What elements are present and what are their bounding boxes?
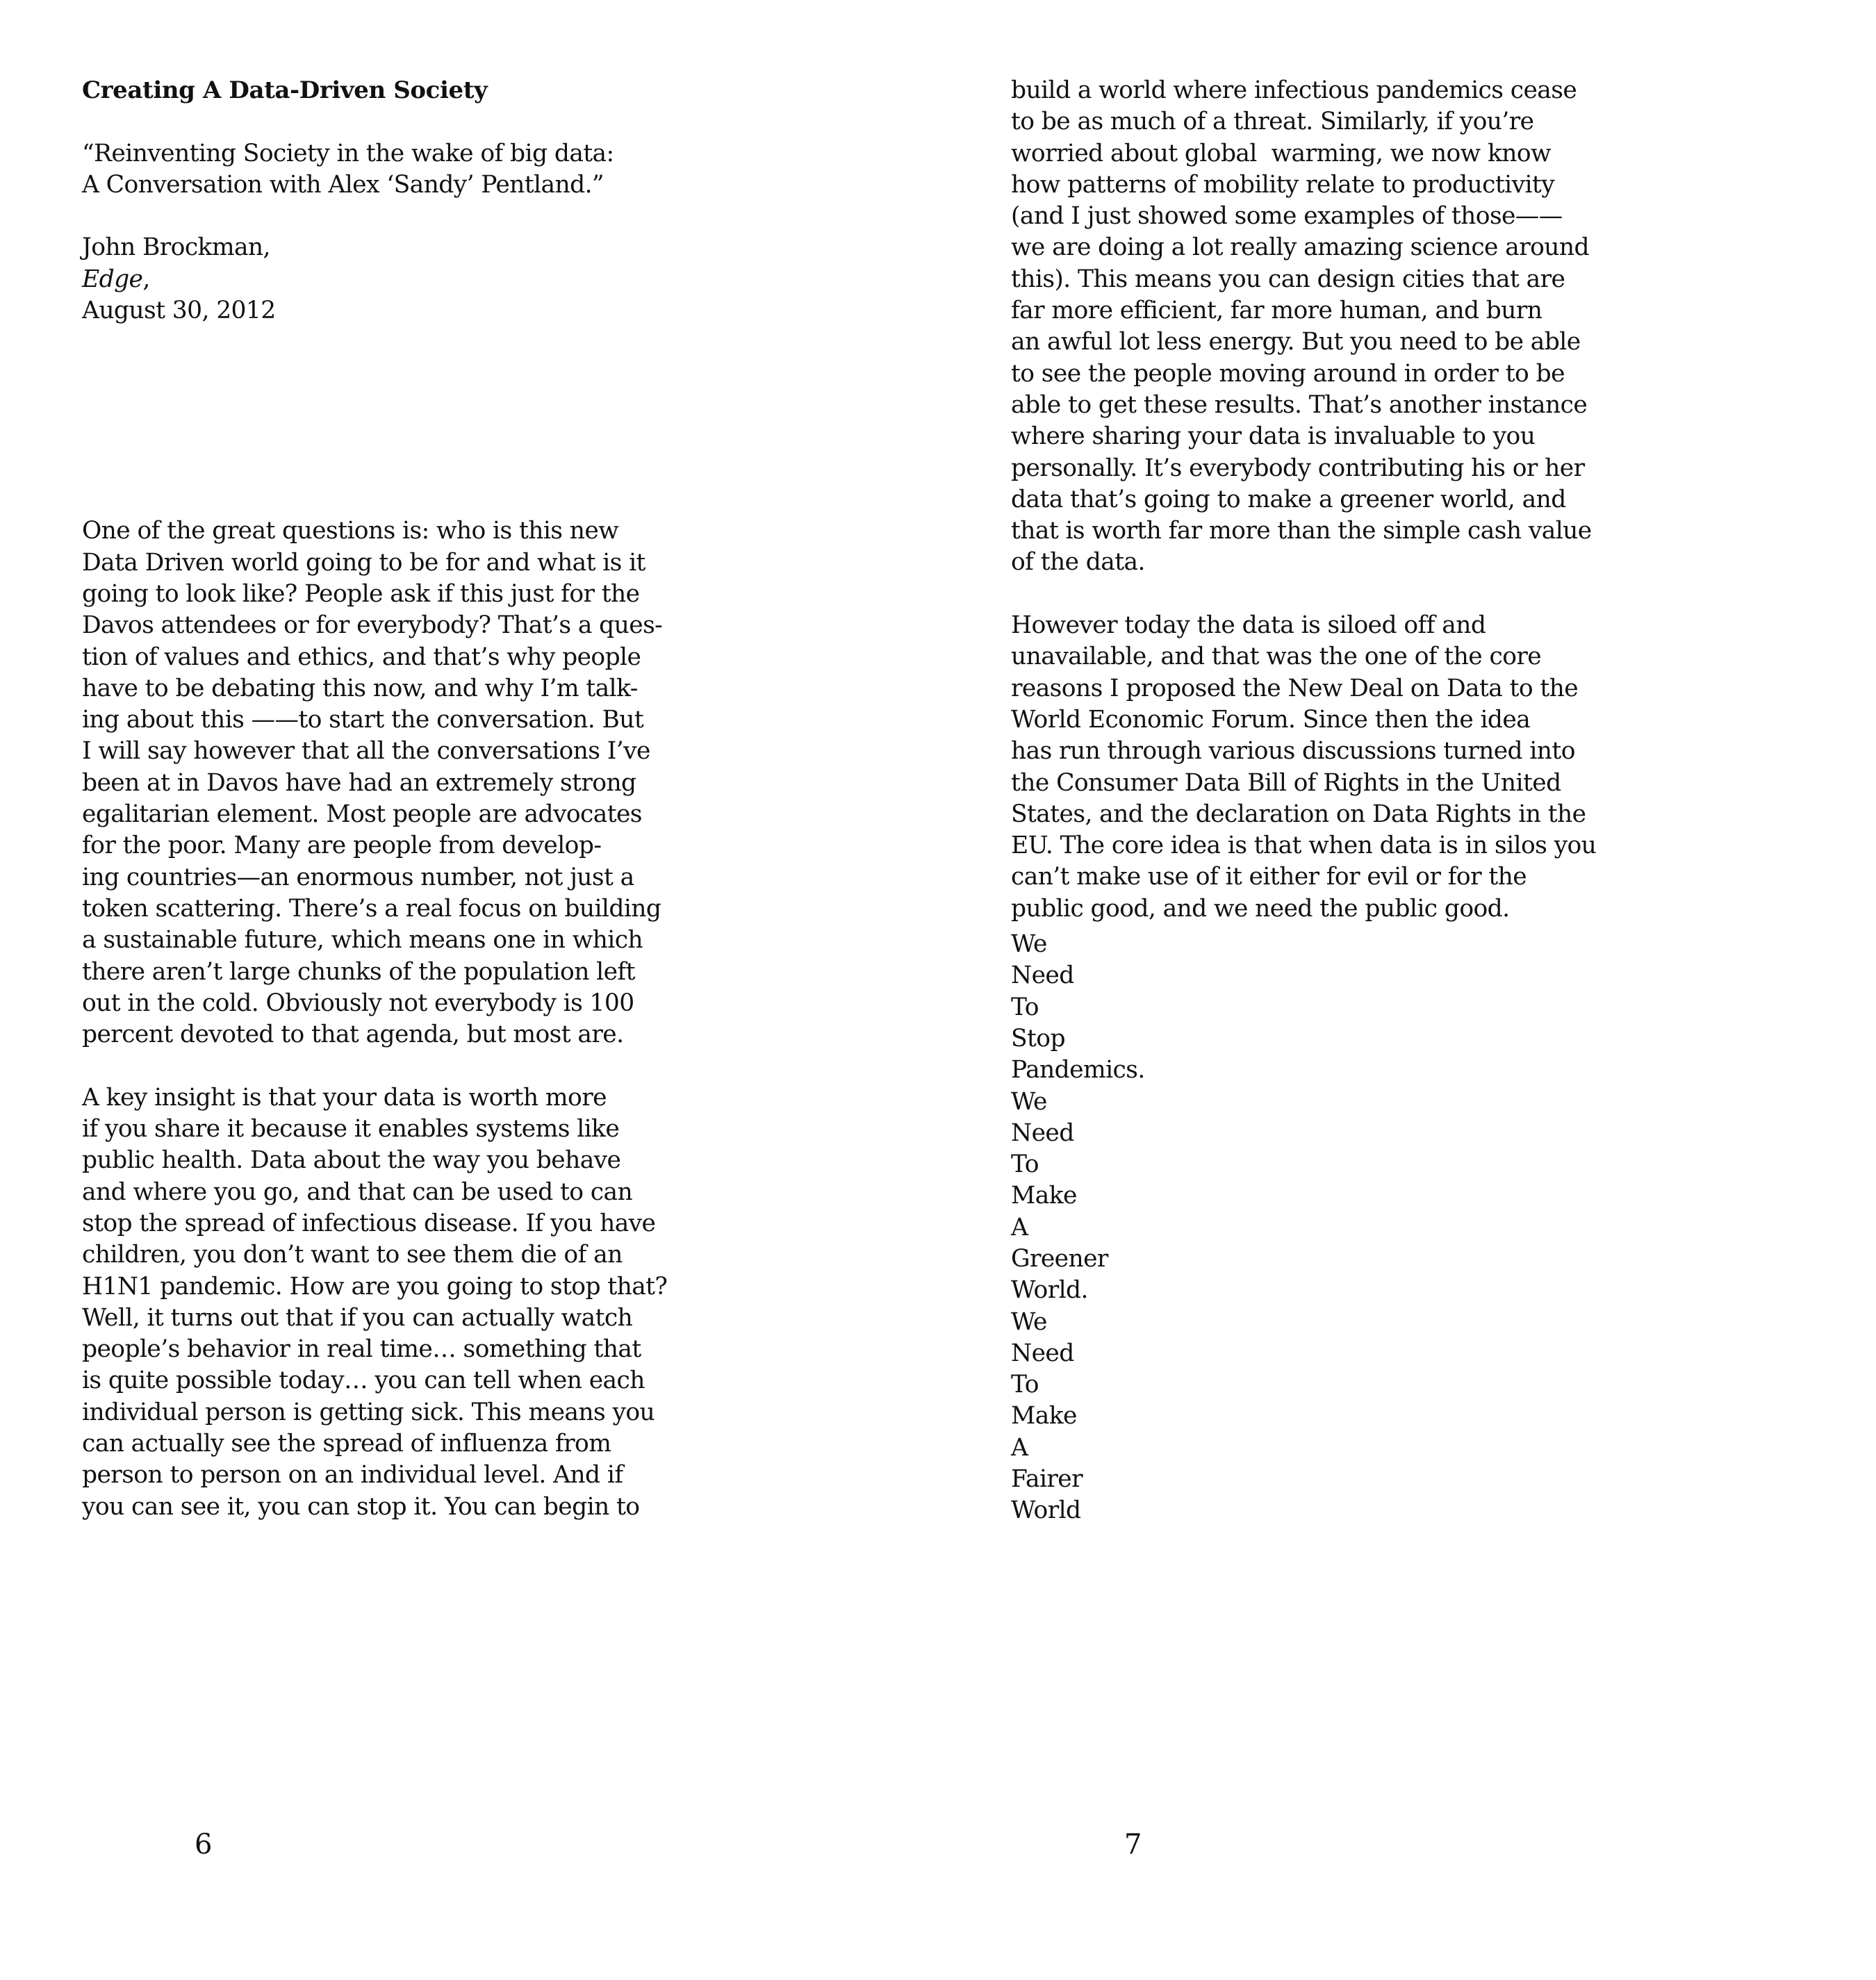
right-paragraph-2	[1011, 610, 1597, 925]
paragraph-line: Data Driven world going to be for and what is it	[82, 548, 645, 577]
paragraph-line: been at in Davos have had an extremely strong	[82, 768, 636, 797]
left-column	[82, 75, 668, 1523]
paragraph-line: reasons I proposed the New Deal on Data to the	[1011, 674, 1579, 702]
citation	[82, 138, 624, 327]
paragraph-line: unavailable, and that was the one of the core	[1011, 643, 1542, 671]
stacked-word: World.	[1011, 1276, 1088, 1305]
stacked-word: World	[1011, 1496, 1081, 1525]
paragraph-line: States, and the declaration on Data Rights in the	[1011, 800, 1586, 828]
right-page	[938, 0, 1876, 1980]
paragraph-line: we are doing a lot really amazing science around	[1011, 233, 1589, 262]
stacked-word: Need	[1011, 1119, 1074, 1147]
right-column	[1011, 75, 1597, 1527]
paragraph-line: individual person is getting sick. This means you	[82, 1398, 655, 1426]
citation-date: August 30, 2012	[82, 297, 276, 325]
page-number: 6	[195, 1829, 213, 1861]
paragraph-line: ing about this ——to start the conversation. But	[82, 706, 644, 734]
paragraph-line: the Consumer Data Bill of Rights in the United	[1011, 768, 1561, 797]
paragraph-line: able to get these results. That’s another instance	[1011, 390, 1588, 419]
stacked-word: Stop	[1011, 1024, 1065, 1053]
stacked-word: To	[1011, 1371, 1039, 1399]
citation-quote-line: “Reinventing Society in the wake of big data:	[82, 139, 614, 167]
paragraph-line: an awful lot less energy. But you need to be able	[1011, 328, 1581, 356]
paragraph-line: H1N1 pandemic. How are you going to stop that?	[82, 1272, 668, 1301]
stacked-word: A	[1011, 1213, 1028, 1241]
page-number: 7	[1124, 1829, 1142, 1861]
stacked-word: To	[1011, 993, 1039, 1021]
stacked-word-list	[1011, 929, 1553, 1527]
paragraph-line: and where you go, and that can be used to can	[82, 1178, 633, 1206]
paragraph-line: how patterns of mobility relate to productivity	[1011, 170, 1555, 199]
paragraph-line: percent devoted to that agenda, but most are.	[82, 1021, 624, 1049]
paragraph-line: people’s behavior in real time… something that	[82, 1335, 641, 1364]
citation-publication-line	[82, 264, 624, 295]
paragraph-line: is quite possible today… you can tell when each	[82, 1367, 645, 1395]
stacked-word: We	[1011, 930, 1047, 959]
stacked-word: Greener	[1011, 1244, 1108, 1273]
left-paragraph-2	[82, 1082, 668, 1523]
paragraph-line: Well, it turns out that if you can actually watch	[82, 1303, 633, 1332]
citation-author: John Brockman,	[82, 233, 270, 262]
paragraph-line: has run through various discussions turned into	[1011, 737, 1575, 766]
right-paragraph-1	[1011, 75, 1592, 579]
paragraph-line: there aren’t large chunks of the population left	[82, 957, 635, 986]
paragraph-line: stop the spread of infectious disease. If you have	[82, 1209, 656, 1237]
citation-quote-line: A Conversation with Alex ‘Sandy’ Pentland.”	[82, 170, 604, 199]
stacked-word: Need	[1011, 962, 1074, 990]
citation-publication-suffix: ,	[142, 265, 150, 293]
paragraph-line: public good, and we need the public good.	[1011, 894, 1510, 923]
paragraph-line: One of the great questions is: who is this new	[82, 517, 619, 545]
stacked-word: Pandemics.	[1011, 1056, 1145, 1084]
paragraph-line: I will say however that all the conversations I’ve	[82, 737, 650, 766]
paragraph-line: token scattering. There’s a real focus on building	[82, 894, 661, 923]
stacked-word: Make	[1011, 1402, 1077, 1430]
paragraph-line: a sustainable future, which means one in which	[82, 926, 643, 955]
paragraph-line: data that’s going to make a greener world, and	[1011, 485, 1566, 513]
stacked-word: A	[1011, 1433, 1028, 1462]
paragraph-line: World Economic Forum. Since then the idea	[1011, 705, 1531, 734]
citation-publication: Edge	[82, 265, 143, 293]
paragraph-line: have to be debating this now, and why I’m talk-	[82, 674, 638, 702]
paragraph-line: if you share it because it enables systems like	[82, 1115, 620, 1144]
paragraph-line: to see the people moving around in order to be	[1011, 359, 1565, 388]
paragraph-line: where sharing your data is invaluable to you	[1011, 422, 1536, 451]
stacked-word: We	[1011, 1307, 1047, 1336]
stacked-word: Need	[1011, 1339, 1074, 1367]
stacked-word: Make	[1011, 1182, 1077, 1210]
paragraph-line: can’t make use of it either for evil or for the	[1011, 863, 1527, 891]
paragraph-line: person to person on an individual level. And if	[82, 1461, 623, 1490]
paragraph-line: out in the cold. Obviously not everybody is 100	[82, 989, 634, 1017]
stacked-word: We	[1011, 1087, 1047, 1116]
paragraph-line: personally. It’s everybody contributing his or her	[1011, 454, 1585, 482]
paragraph-line: can actually see the spread of influenza from	[82, 1429, 611, 1458]
paragraph-line: ing countries—an enormous number, not just a	[82, 863, 634, 891]
paragraph-line: egalitarian element. Most people are advocates	[82, 800, 642, 829]
paragraph-line: However today the data is siloed off and	[1011, 611, 1486, 640]
paragraph-line: children, you don’t want to see them die of an	[82, 1241, 623, 1269]
article-title: Creating A Data-Driven Society	[82, 76, 488, 104]
stacked-word: Fairer	[1011, 1465, 1083, 1494]
paragraph-line: that is worth far more than the simple cash value	[1011, 517, 1592, 545]
paragraph-line: you can see it, you can stop it. You can begin to	[82, 1492, 640, 1521]
paragraph-line: far more efficient, far more human, and burn	[1011, 297, 1542, 325]
left-paragraph-1	[82, 515, 663, 1050]
paragraph-line: for the poor. Many are people from develop-	[82, 832, 602, 860]
paragraph-line: Davos attendees or for everybody? That’s a ques-	[82, 611, 663, 640]
stacked-word: To	[1011, 1150, 1039, 1179]
paragraph-line: this). This means you can design cities that are	[1011, 265, 1565, 293]
paragraph-line: to be as much of a threat. Similarly, if you’re	[1011, 108, 1534, 136]
paragraph-line: going to look like? People ask if this just for the	[82, 579, 640, 608]
paragraph-line: A key insight is that your data is worth more	[82, 1083, 607, 1112]
paragraph-line: public health. Data about the way you behave	[82, 1146, 621, 1175]
paragraph-line: (and I just showed some examples of those——	[1011, 202, 1563, 231]
paragraph-line: tion of values and ethics, and that’s why people	[82, 643, 641, 671]
paragraph-line: of the data.	[1011, 548, 1145, 577]
paragraph-line: build a world where infectious pandemics cease	[1011, 76, 1577, 104]
paragraph-line: EU. The core idea is that when data is in silos you	[1011, 832, 1597, 860]
paragraph-line: worried about global warming, we now know	[1011, 139, 1551, 167]
